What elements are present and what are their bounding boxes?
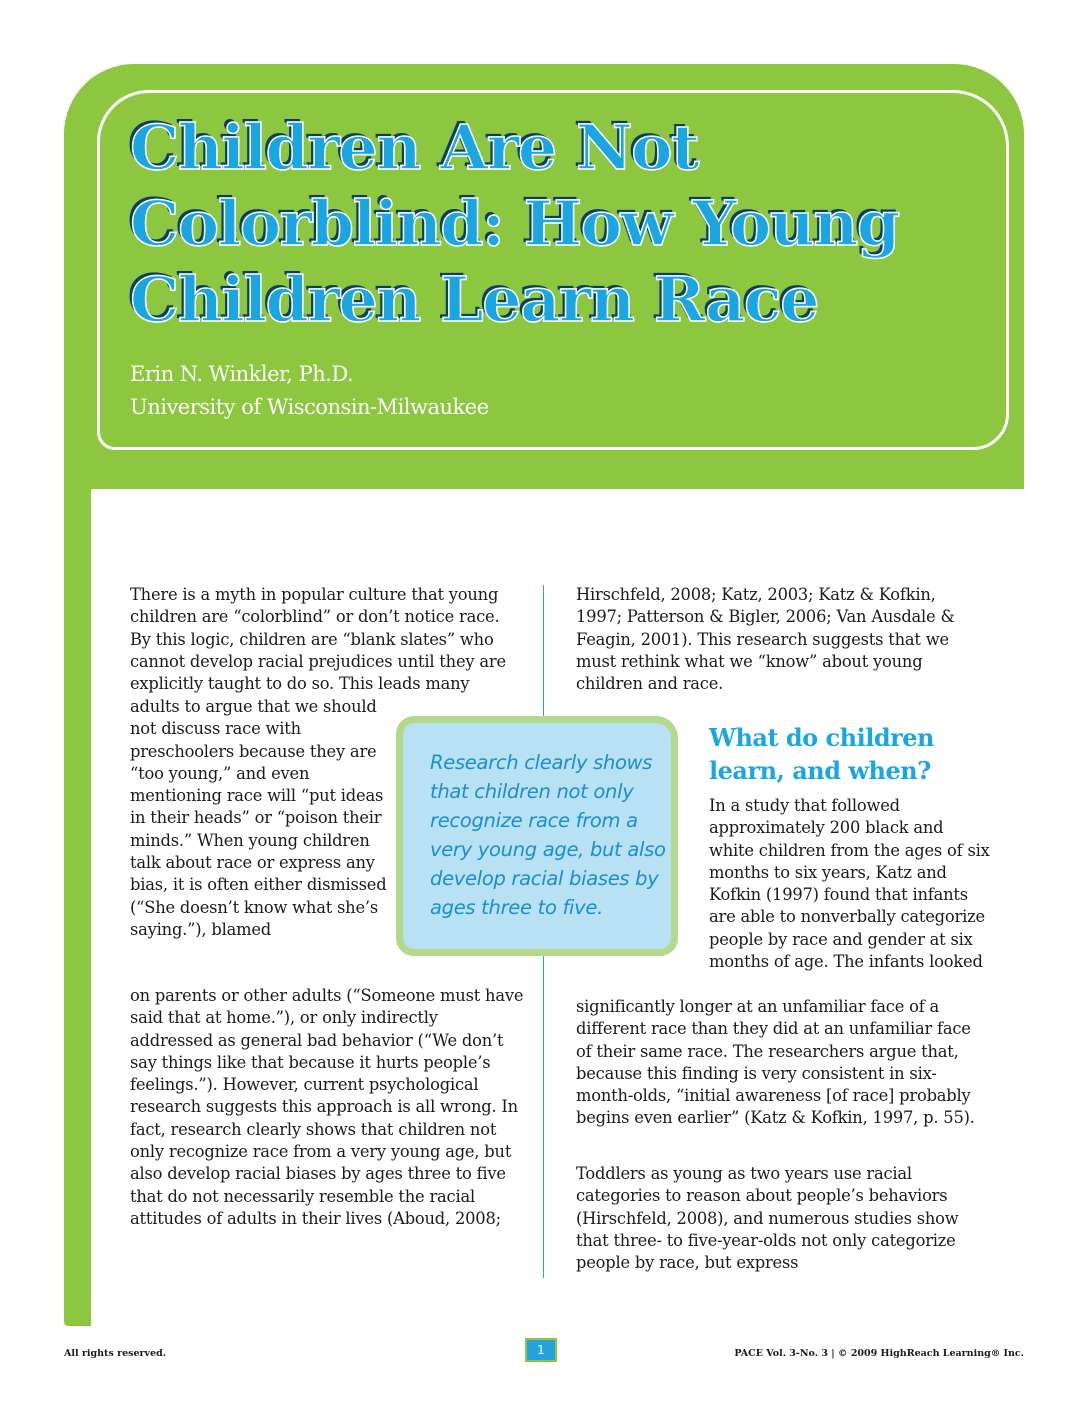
left-column-paragraph-wrap: adults to argue that we should not discuss race with preschoolers because they are “too young,” and even mentioning race will “put ideas in their heads” or “poison their minds.” When young children talk about race or express any bias, it is often either dismissed (“She doesn’t know what she’s saying.”), blamed (130, 697, 387, 939)
author-name: Erin N. Winkler, Ph.D. (130, 362, 354, 386)
right-column-paragraph-toddlers: Toddlers as young as two years use racial categories to reason about people’s behaviors (Hirschfeld, 2008), and numerous studies show that three- to five-year-olds not only categorize people by race, but express (576, 1164, 959, 1273)
right-column-paragraph-start: Hirschfeld, 2008; Katz, 2003; Katz & Kofkin, 1997; Patterson & Bigler, 2006; Van Ausdale & Feagin, 2001). This research suggests that we must rethink what we “know” about young children and race. (576, 585, 955, 694)
left-column-paragraph-end: on parents or other adults (“Someone must have said that at home.”), or only indirectly addressed as general bad behavior (“We don’t say things like that because it hurts people’s feelings.”). However, current psychological research suggests this approach is all wrong. In fact, research clearly shows that children not only recognize race from a very young age, but also develop racial biases by ages three to five that do not necessarily resemble the racial attitudes of adults in their lives (Aboud, 2008; (130, 986, 524, 1228)
right-column-paragraph-continued: significantly longer at an unfamiliar face of a different race than they did at an unfamiliar face of their same race. The researchers argue that, because this finding is very consistent in six-month-olds, “initial awareness [of race] probably begins even earlier” (Katz & Kofkin, 1997, p. 55). (576, 997, 975, 1128)
author-affiliation: University of Wisconsin-Milwaukee (130, 395, 489, 419)
page-number-badge: 1 (525, 1338, 557, 1362)
footer-rights: All rights reserved. (64, 1348, 167, 1359)
footer-publication: PACE Vol. 3-No. 3 | © 2009 HighReach Learning® Inc. (734, 1348, 1024, 1359)
pull-quote-text: Research clearly shows that children not only recognize race from a very young age, but also develop racial biases by ages three to five. (430, 751, 666, 919)
right-column-paragraph-wrap: In a study that followed approximately 200 black and white children from the ages of six months to six years, Katz and Kofkin (1997) found that infants are able to nonverbally categorize people by race and gender at six months of age. The infants looked (709, 796, 990, 972)
section-heading: What do children learn, and when? (709, 723, 934, 785)
article-title: Children Are Not Colorblind: How Young Children Learn Race (130, 111, 899, 336)
left-column-paragraph-start: There is a myth in popular culture that young children are “colorblind” or don’t notice race. By this logic, children are “blank slates” who cannot develop racial prejudices until they are explicitly taught to do so. This leads many (130, 585, 506, 694)
